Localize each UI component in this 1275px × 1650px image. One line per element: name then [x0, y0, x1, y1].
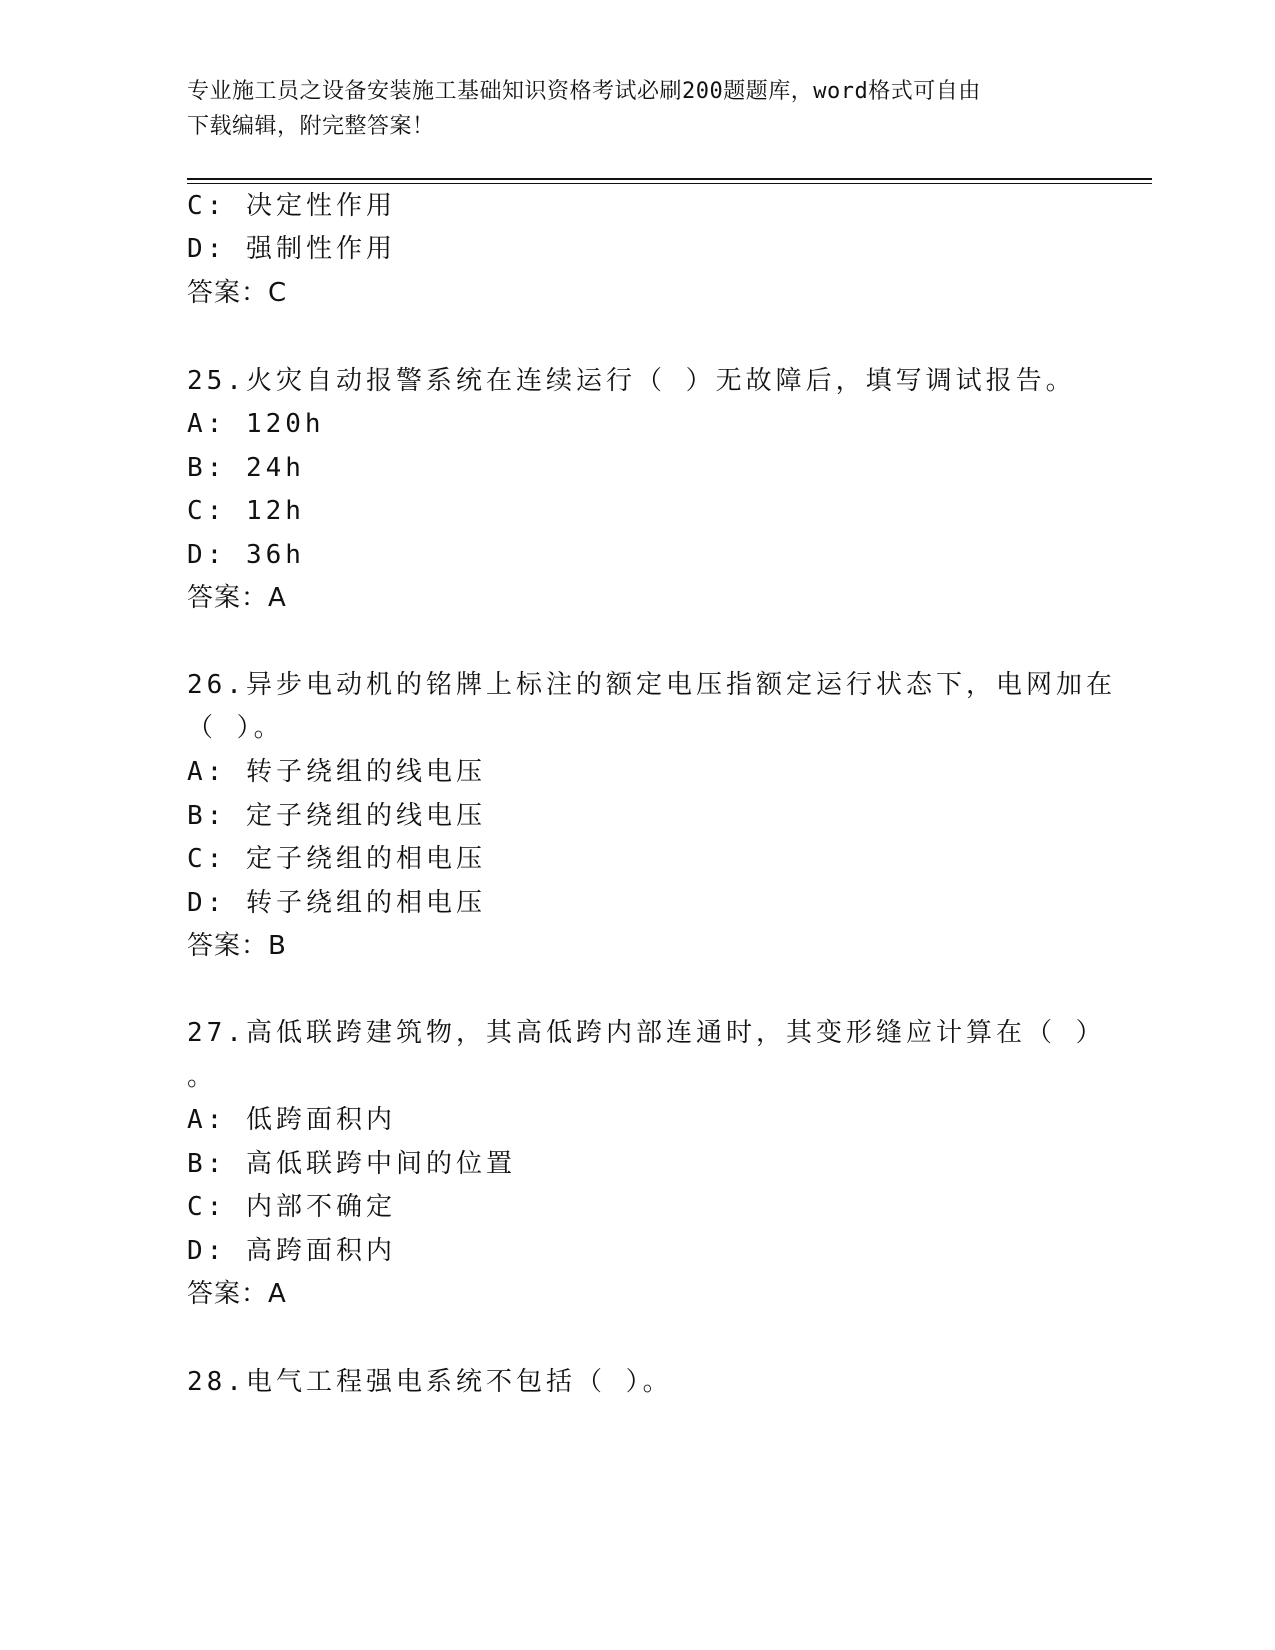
- option-d: D: 36h: [187, 540, 305, 570]
- question-28-text: 28.电气工程强电系统不包括（ ）。: [187, 1367, 673, 1397]
- option-a: A: 120h: [187, 409, 325, 439]
- option-d: D: 高跨面积内: [187, 1236, 396, 1266]
- option-c: C: 内部不确定: [187, 1192, 396, 1222]
- header-divider-thin: [187, 183, 1152, 184]
- answer-line: 答案：A: [187, 1279, 287, 1309]
- option-c: C: 决定性作用: [187, 191, 396, 221]
- option-a: A: 低跨面积内: [187, 1105, 396, 1135]
- option-b: B: 定子绕组的线电压: [187, 801, 486, 831]
- answer-line: 答案：A: [187, 583, 287, 613]
- question-26-text-cont: （ ）。: [187, 713, 284, 743]
- header-line-2: 下载编辑，附完整答案！: [187, 114, 435, 139]
- question-27-text: 27.高低联跨建筑物，其高低跨内部连通时，其变形缝应计算在（ ）: [187, 1018, 1106, 1048]
- header-divider-thick: [187, 178, 1152, 180]
- option-a: A: 转子绕组的线电压: [187, 757, 486, 787]
- question-25-text: 25.火灾自动报警系统在连续运行（ ）无故障后，填写调试报告。: [187, 366, 1076, 396]
- header-line-1: 专业施工员之设备安装施工基础知识资格考试必刷200题题库，word格式可自由: [187, 79, 981, 104]
- option-d: D: 转子绕组的相电压: [187, 888, 486, 918]
- question-26-text: 26.异步电动机的铭牌上标注的额定电压指额定运行状态下，电网加在: [187, 670, 1116, 700]
- option-b: B: 24h: [187, 453, 305, 483]
- option-d: D: 强制性作用: [187, 234, 396, 264]
- question-27-text-cont: 。: [187, 1062, 218, 1092]
- option-c: C: 12h: [187, 496, 305, 526]
- document-header: [187, 74, 1087, 144]
- answer-line: 答案：C: [187, 278, 288, 308]
- option-c: C: 定子绕组的相电压: [187, 844, 486, 874]
- option-b: B: 高低联跨中间的位置: [187, 1149, 516, 1179]
- answer-line: 答案：B: [187, 931, 287, 961]
